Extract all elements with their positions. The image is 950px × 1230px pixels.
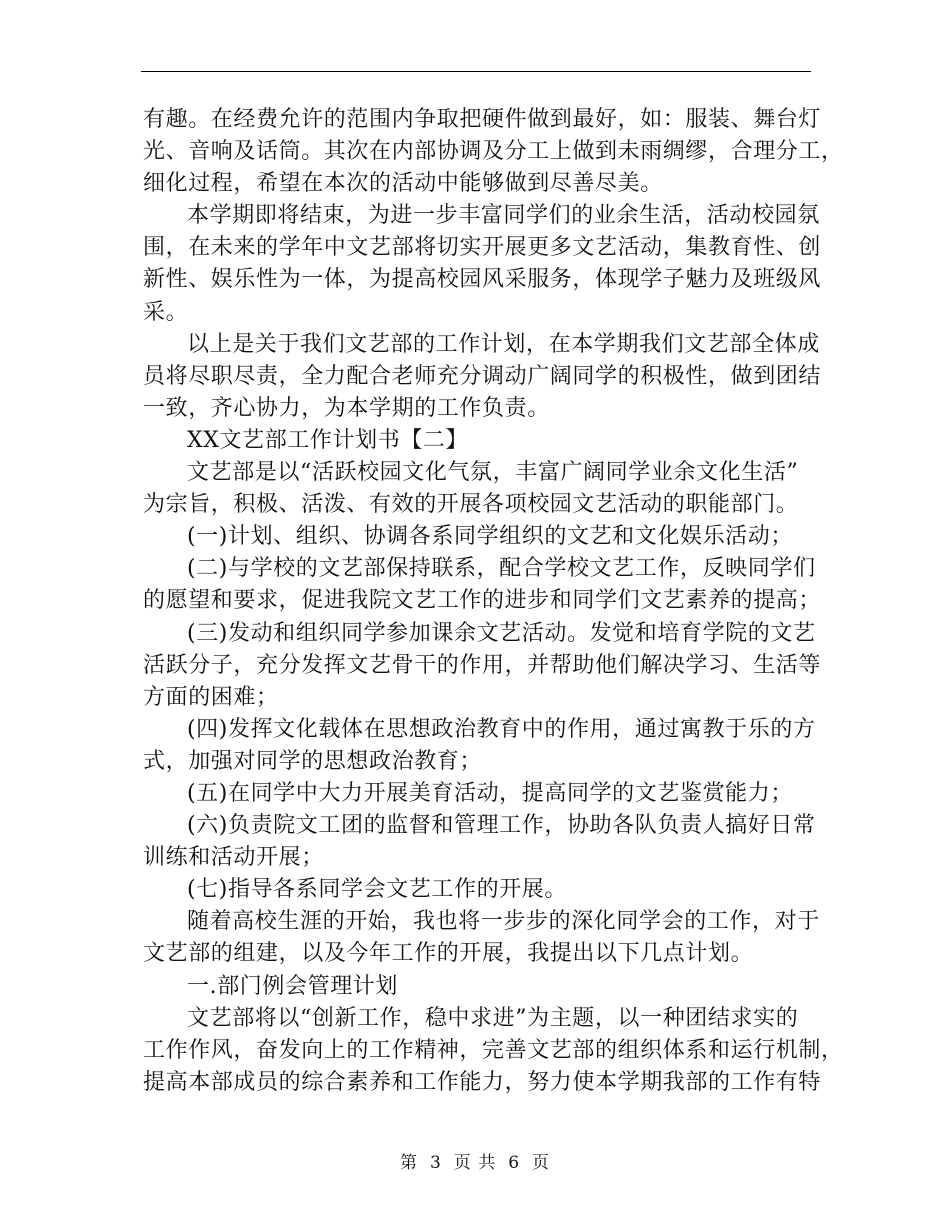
text-line: 一.部门例会管理计划 xyxy=(187,973,398,999)
text-line: 文艺部将以“创新工作，稳中求进”为主题，以一种团结求实的 xyxy=(187,1005,799,1031)
text-line: 为宗旨，积极、活泼、有效的开展各项校园文艺活动的职能部门。 xyxy=(143,492,799,518)
paragraph xyxy=(143,425,811,457)
footer-page-number: 3 xyxy=(429,1153,442,1173)
text-line: 活跃分子，充分发挥文艺骨干的作用，并帮助他们解决学习、生活等 xyxy=(143,652,822,678)
text-line: 有趣。在经费允许的范围内争取把硬件做到最好，如：服装、舞台灯 xyxy=(143,107,822,132)
text-line: 新性、娱乐性为一体，为提高校园风采服务，体现学子魅力及班级风 xyxy=(143,267,822,293)
text-line: 方面的困难； xyxy=(143,684,279,710)
paragraph xyxy=(143,329,822,425)
page-footer xyxy=(0,1148,950,1173)
paragraph xyxy=(143,553,822,617)
text-line: 式，加强对同学的思想政治教育； xyxy=(143,748,483,774)
paragraph xyxy=(143,906,820,970)
text-line: 提高本部成员的综合素养和工作能力，努力使本学期我部的工作有特 xyxy=(143,1069,822,1095)
text-line: 围，在未来的学年中文艺部将切实开展更多文艺活动，集教育性、创 xyxy=(143,235,822,261)
text-line: (五)在同学中大力开展美育活动，提高同学的文艺鉴赏能力； xyxy=(187,780,793,806)
text-line: 采。 xyxy=(143,299,189,325)
text-line: (七)指导各系同学会文艺工作的开展。 xyxy=(187,877,567,903)
text-line: 本学期即将结束，为进一步丰富同学们的业余生活，活动校园氛 xyxy=(187,203,820,229)
header-rule xyxy=(141,71,811,72)
text-line: (一)计划、组织、协调各系同学组织的文艺和文化娱乐活动； xyxy=(187,524,793,550)
paragraph xyxy=(143,714,816,778)
paragraph xyxy=(143,200,822,328)
text-line: 训练和活动开展； xyxy=(143,845,324,871)
document-body xyxy=(143,104,844,1099)
paragraph xyxy=(143,104,844,200)
text-line: 工作作风，奋发向上的工作精神，完善文艺部的组织体系和运行机制， xyxy=(143,1037,844,1063)
text-line: 员将尽职尽责，全力配合老师充分调动广阔同学的积极性，做到团结 xyxy=(143,363,822,389)
footer-total-pages: 6 xyxy=(508,1153,521,1173)
text-line: 文艺部是以“活跃校园文化气氛，丰富广阔同学业余文化生活” xyxy=(187,460,799,486)
paragraph xyxy=(143,521,811,553)
text-line: (三)发动和组织同学参加课余文艺活动。发觉和培育学院的文艺 xyxy=(187,620,816,646)
footer-suffix: 页 xyxy=(532,1153,551,1173)
text-line: (二)与学校的文艺部保持联系，配合学校文艺工作，反映同学们 xyxy=(187,556,816,582)
footer-prefix: 第 xyxy=(399,1153,418,1173)
text-line: 随着高校生涯的开始，我也将一步步的深化同学会的工作，对于 xyxy=(187,909,820,935)
text-line: 光、音响及话筒。其次在内部协调及分工上做到未雨绸缪，合理分工， xyxy=(143,139,844,165)
paragraph xyxy=(143,971,811,1003)
text-line: (四)发挥文化载体在思想政治教育中的作用，通过寓教于乐的方 xyxy=(187,716,816,742)
paragraph xyxy=(143,874,811,906)
text-line: 一致，齐心协力，为本学期的工作负责。 xyxy=(143,395,550,421)
text-line: 以上是关于我们文艺部的工作计划，在本学期我们文艺部全体成 xyxy=(187,331,820,357)
footer-middle: 页 共 xyxy=(453,1153,497,1173)
text-line: XX文艺部工作计划书【二】 xyxy=(187,427,469,453)
paragraph xyxy=(143,618,822,714)
text-line: 的愿望和要求，促进我院文艺工作的进步和同学们文艺素养的提高； xyxy=(143,588,822,614)
text-line: 细化过程，希望在本次的活动中能够做到尽善尽美。 xyxy=(143,171,663,197)
paragraph xyxy=(143,457,811,521)
text-line: (六)负责院文工团的监督和管理工作，协助各队负责人搞好日常 xyxy=(187,813,816,839)
paragraph xyxy=(143,810,816,874)
text-line: 文艺部的组建，以及今年工作的开展，我提出以下几点计划。 xyxy=(143,941,754,967)
paragraph xyxy=(143,1003,844,1099)
paragraph xyxy=(143,778,811,810)
